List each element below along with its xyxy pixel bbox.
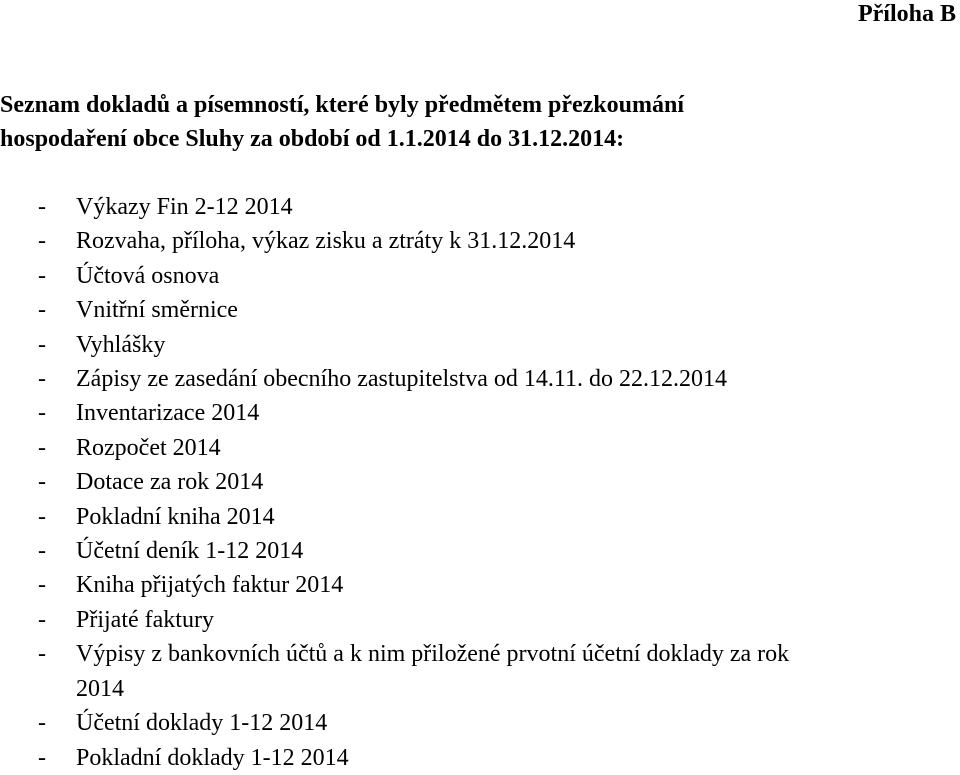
- annex-label: Příloha B: [857, 1, 956, 27]
- list-item-text: Účetní deník 1-12 2014: [76, 538, 304, 565]
- list-bullet: -: [38, 744, 46, 771]
- list-bullet: -: [38, 400, 46, 427]
- list-item: [0, 259, 960, 293]
- list-item-text: Vyhlášky: [76, 331, 166, 358]
- list-bullet: -: [38, 366, 46, 393]
- list-item: [0, 396, 960, 430]
- list-bullet: -: [38, 572, 46, 599]
- list-bullet: -: [38, 262, 46, 289]
- list-item: [0, 534, 960, 568]
- list-item-text: Dotace za rok 2014: [76, 469, 264, 496]
- heading-line-1: Seznam dokladů a písemností, které byly předmětem přezkoumání: [0, 92, 684, 118]
- list-item: [0, 431, 960, 465]
- list-item-text: Rozvaha, příloha, výkaz zisku a ztráty k 31.12.2014: [76, 228, 576, 255]
- list-item-text: Zápisy ze zasedání obecního zastupitelstva od 14.11. do 22.12.2014: [76, 366, 727, 393]
- list-item-text: Výpisy z bankovních účtů a k nim přiložené prvotní účetní doklady za rok: [76, 641, 790, 668]
- list-item: [0, 362, 960, 396]
- list-item-continuation: 2014: [76, 675, 124, 702]
- list-item: [0, 706, 960, 740]
- list-bullet: -: [38, 641, 46, 668]
- list-bullet: -: [38, 710, 46, 737]
- list-item-text: Vnitřní směrnice: [76, 297, 238, 324]
- list-item: [0, 741, 960, 775]
- list-item-text: Inventarizace 2014: [76, 400, 260, 427]
- list-item-text: Účetní doklady 1-12 2014: [76, 710, 328, 737]
- list-item: [0, 603, 960, 637]
- list-item: [0, 190, 960, 224]
- list-bullet: -: [38, 228, 46, 255]
- list-item: [0, 328, 960, 362]
- heading-line-2: hospodaření obce Sluhy za období od 1.1.2014 do 31.12.2014:: [0, 126, 625, 152]
- list-item-text: Pokladní kniha 2014: [76, 503, 275, 530]
- list-item-text: Rozpočet 2014: [76, 434, 221, 461]
- list-bullet: -: [38, 434, 46, 461]
- list-bullet: -: [38, 503, 46, 530]
- list-item-text: Výkazy Fin 2-12 2014: [76, 194, 293, 220]
- list-item: [0, 465, 960, 499]
- list-item-text: Pokladní doklady 1-12 2014: [76, 744, 349, 771]
- list-item: [0, 500, 960, 534]
- document-list: [0, 190, 960, 775]
- list-bullet: -: [38, 606, 46, 633]
- list-item: [0, 568, 960, 602]
- list-item: [0, 224, 960, 258]
- list-bullet: -: [38, 538, 46, 565]
- list-item: [0, 293, 960, 327]
- list-item-text: Kniha přijatých faktur 2014: [76, 572, 344, 599]
- list-item-text: Přijaté faktury: [76, 606, 214, 633]
- list-bullet: -: [38, 297, 46, 324]
- list-item-text: Účtová osnova: [76, 262, 220, 289]
- list-bullet: -: [38, 469, 46, 496]
- list-bullet: -: [38, 194, 46, 220]
- list-item: [0, 637, 960, 706]
- list-bullet: -: [38, 331, 46, 358]
- document-heading: [0, 88, 684, 156]
